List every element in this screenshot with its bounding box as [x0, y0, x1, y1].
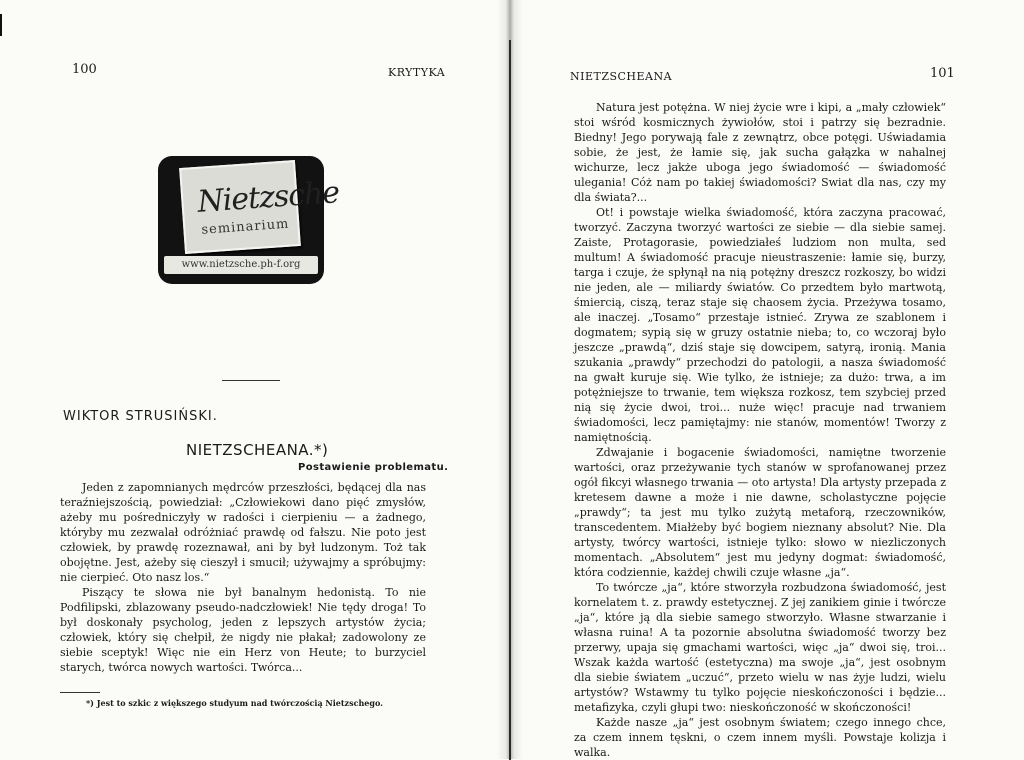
- author-name: WIKTOR STRUSIŃSKI.: [63, 409, 218, 424]
- left-paragraph-2: Piszący te słowa nie był banalnym hedonistą. To nie Podfilipski, zblazowany pseudo-nadczłowiek! Nie tędy droga! To był doskonały psycholog, jeden z lepszych artystów życia; człowiek, który się chełpił, że nigdy nie płakał; zadowolony ze siebie sceptyk! Więc nie ein Herz von Heute; to burzyciel starych, twórca nowych wartości. Twórca...: [60, 586, 426, 674]
- left-page: [0, 0, 500, 759]
- right-paragraph-2: Ot! i powstaje wielka świadomość, która zaczyna pracować, tworzyć. Zaczyna tworzyć wartości ze siebie — dla siebie samej. Zaiste, Protagorasie, powiedziałeś ludziom non multa, sed multum! A świadomość pracuje nieustraszenie: łamie się, burzy, targa i czuje, że spłynął na nią potężny dreszcz rozkoszy, bo widzi nie jeden, ale — miliardy światów. Co przedtem było martwotą, śmiercią, ciszą, teraz staje się chaosem życia. Przeżywa tosamo, ale inaczej. „Tosamo“ przestaje istnieć. Zrywa ze szablonem i dogmatem; sypią się w gruzy ostatnie nieba; to, co wczoraj było jeszcze „prawdą“, dziś staje się dowcipem, satyrą, ironią. Mania szukania „prawdy“ przechodzi do patologii, a nasza świadomość na gwałt kuruje się. Wie tylko, że istnieje; za dużo: trwa, a im potężniejsze to trwanie, tem większa rozkosz, tem szybciej przed nią się życie dwoi, troi... nuże więc! pracuje nad trwaniem świadomości, lecz pamiętajmy: nie stanów, momentów! Tworzy z namiętnością.: [574, 206, 946, 444]
- page-number-right: 101: [930, 66, 955, 81]
- right-paragraph-1: Natura jest potężna. W niej życie wre i kipi, a „mały człowiek“ stoi wśród kosmicznych żywiołów, stoi i patrzy się bezradnie. Biedny! Jego porywają fale z zewnątrz, obce potęgi. Uświadamia sobie, że jest, że łamie się, jak sucha gałązka w nahalnej wichurze, lecz jakże uboga jego świadomość — świadomość ulegania! Cóż nam po takiej świadomości? Swiat dla nas, czy my dla świata?...: [574, 101, 946, 204]
- section-divider: [222, 380, 280, 381]
- logo-word: seminarium: [201, 216, 290, 238]
- left-paragraph-1: Jeden z zapomnianych mędrców przeszłości, będącej dla nas teraźniejszością, powiedział: „Człowiekowi dano pięć zmysłów, ażeby mu pośredniczyły w radości i cierpieniu — a żadnego, któryby mu zezwalał odróżniać prawdę od fałszu. Nie poto jest człowiek, by prawdę rozeznawał, ani by był ludzonym. Toż tak obojętne. Jest, ażeby się cieszył i smucił; używajmy a spróbujmy: nie cierpieć. Oto nasz los.“: [60, 481, 426, 584]
- right-paragraph-5: Każde nasze „ja“ jest osobnym światem; czego innego chce, za czem innem tęskni, o czem innem myśli. Powstaje kolizja i walka.: [574, 716, 946, 759]
- footnote: *) Jest to szkic z większego studyum nad twórczością Nietzschego.: [86, 698, 383, 708]
- right-body-text: [574, 100, 946, 760]
- right-paragraph-4: To twórcze „ja“, które stworzyła rozbudzona świadomość, jest kornelatem t. z. prawdy estetycznej. Z jej zanikiem ginie i twórcze „ja“, które ją dla siebie samego stworzyło. Własne stwarzanie i własna ruina! A ta pozornie absolutna świadomość tworzy bez przerwy, upaja się gmachami wartości, więc „ja“ dwoi się, troi... Wszak każda wartość (estetyczna) ma swoje „ja“, jest osobnym dla siebie światem „uczuć“, przeto wielu w nas żyje ludzi, wielu artystów? Wstawmy tu tylko pojęcie nieskończoności i będzie... metafizyka, czyli głupi two: nieskończoność w skończoności!: [574, 581, 946, 714]
- left-body-text: [60, 480, 426, 675]
- footnote-rule: [60, 692, 100, 693]
- logo-card: [179, 160, 341, 254]
- page-number-left: 100: [72, 62, 97, 77]
- nietzsche-seminarium-logo: [158, 156, 341, 284]
- right-paragraph-3: Zdwajanie i bogacenie świadomości, namiętne tworzenie wartości, oraz przeżywanie tych stanów w sprofanowanej przez ogół fikcyi własnego trwania — oto artysta! Dla artysty przepada z kretesem dawne a może i nie dawne, scholastyczne pojęcie „prawdy“; ta jest mu tylko zużytą metaforą, rzeczowników, transcedentem. Miałżeby być bogiem nieznany absolut? Nie. Dla artysty, twórcy wartości, istnieje tylko: słowo w niezliczonych momentach. „Absolutem“ jest mu jedyny dogmat: świadomość, która codziennie, każdej chwili czuje własne „ja“.: [574, 446, 946, 579]
- section-subheading: Postawienie problematu.: [298, 462, 449, 473]
- gutter-line: [509, 40, 511, 760]
- logo-signature: Nietzsche: [196, 175, 341, 220]
- right-page: [512, 0, 1024, 759]
- article-title: NIETZSCHEANA.*): [186, 441, 329, 459]
- running-head-right: NIETZSCHEANA: [570, 70, 673, 83]
- running-head-left: KRYTYKA: [388, 66, 446, 79]
- logo-url: www.nietzsche.ph-f.org: [164, 256, 318, 274]
